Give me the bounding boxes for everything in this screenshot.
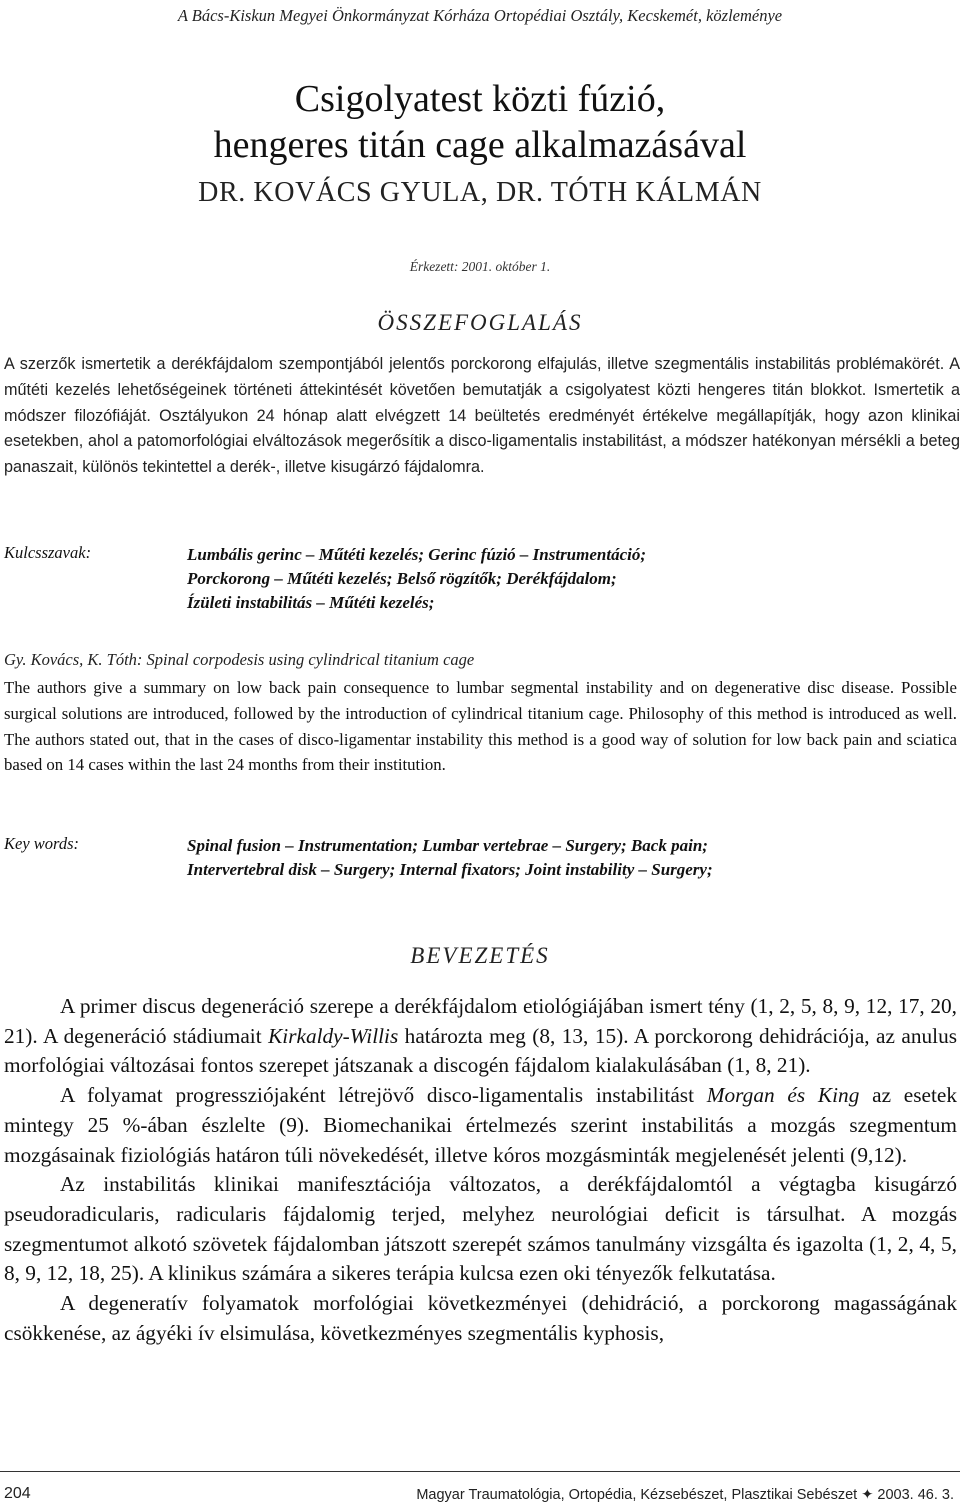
keywords-en-line: Spinal fusion – Instrumentation; Lumbar vertebrae – Surgery; Back pain;: [187, 836, 708, 855]
keywords-hu-line: Lumbális gerinc – Műtéti kezelés; Gerinc fúzió – Instrumentáció;: [187, 545, 647, 564]
authors: DR. KOVÁCS GYULA, DR. TÓTH KÁLMÁN: [198, 177, 762, 208]
title-line-2: hengeres titán cage alkalmazásával: [213, 124, 747, 166]
keywords-en-label: Key words:: [4, 834, 80, 853]
running-header: A Bács-Kiskun Megyei Önkormányzat Kórháza Ortopédiai Osztály, Kecskemét, közleménye: [177, 6, 783, 25]
footer-rule: [0, 1471, 960, 1472]
english-abstract: The authors give a summary on low back pain consequence to lumbar segmental instability and on degenerative disc disease. Possible surgical solutions are introduced, followed by the introduction of cylindrical titanium cage. Philosophy of this method is introduced as well. The authors stated out, that in the cases of disco-ligamentar instability this method is a good way of solution for low back pain and sciatica based on 14 cases within the last 24 months from their institution.: [4, 678, 957, 775]
title-line-1: Csigolyatest közti fúzió,: [294, 78, 666, 120]
introduction-text: [4, 992, 957, 1348]
keywords-hu-line: Ízületi instabilitás – Műtéti kezelés;: [187, 593, 435, 612]
paragraph: A primer discus degeneráció szerepe a derékfájdalom etiológiájában ismert tény (1, 2, 5, 8, 9, 12, 17, 20, 21). A degeneráció stádiumait Kirkaldy-Willis határozta meg (8, 13, 15). A porckorong dehidrációja, az anulus morfológiai változásai fontos szerepet játszanak a discogén fájdalom kialakulásában (1, 8, 21).: [4, 994, 958, 1078]
introduction-heading: BEVEZETÉS: [410, 943, 550, 968]
keywords-en-list: [187, 834, 713, 882]
paragraph: A degeneratív folyamatok morfológiai következményei (dehidráció, a porckorong magasságának csökkenése, az ágyéki ív elsimulása, következményes szegmentális kyphosis,: [4, 1291, 957, 1345]
paragraph: A folyamat progressziójaként létrejövő disco-ligamentalis instabilitást Morgan és King az esetek mintegy 25 %-ában észlelte (9). Biomechanikai értelmezés szerint instabilitás a mozgás szegmentum mozgásainak fiziológiás határon túli növekedését, illetve kóros mozgásminták megjelenését jelenti (9,12).: [4, 1083, 958, 1167]
keywords-hu-line: Porckorong – Műtéti kezelés; Belső rögzítők; Derékfájdalom;: [187, 569, 617, 588]
paragraph: Az instabilitás klinikai manifesztációja változatos, a derékfájdalomtól a végtagba kisugárzó pseudoradicularis, radicularis fájdalomig terjed, melyhez neurológiai deficit is társulhat. A mozgás szegmentumot alkotó szövetek fájdalomban játszott szerepét számos tanulmány vizsgálta és igazolta (1, 2, 4, 5, 8, 9, 12, 18, 25). A klinikus számára a sikeres terápia kulcsa ezen oki tényezők felkutatása.: [4, 1172, 957, 1286]
keywords-en-line: Intervertebral disk – Surgery; Internal fixators; Joint instability – Surgery;: [187, 860, 713, 879]
keywords-hu-list: [187, 543, 646, 615]
english-title: Gy. Kovács, K. Tóth: Spinal corpodesis using cylindrical titanium cage: [4, 650, 475, 669]
summary-heading: ÖSSZEFOGLALÁS: [377, 310, 583, 335]
summary-text: A szerzők ismertetik a derékfájdalom szempontjából jelentős porckorong elfajulás, illetve szegmentális instabilitás problémakörét. A műtéti kezelés lehetőségeinek történeti áttekintését követően bemutatják a csigolyatest közti hengeres titán blokkot. Ismertetik a módszer filozófiáját. Osztályukon 24 hónap alatt elvégzett 14 beültetés eredményét értékelve megállapítják, hogy azon klinikai esetekben, ahol a patomorfológiai elváltozások megerősítik a disco-ligamentalis instabilitást, a módszer hatékonyan mérsékli a beteg panaszait, különös tekintettel a derék-, illetve kisugárzó fájdalomra.: [4, 355, 960, 477]
keywords-hu-label: Kulcsszavak:: [4, 543, 92, 562]
page-number: 204: [4, 1485, 31, 1502]
received-date: Érkezett: 2001. október 1.: [409, 259, 551, 274]
journal-citation: Magyar Traumatológia, Ortopédia, Kézsebészet, Plasztikai Sebészet ✦ 2003. 46. 3.: [416, 1487, 954, 1503]
article-title: [0, 76, 960, 168]
